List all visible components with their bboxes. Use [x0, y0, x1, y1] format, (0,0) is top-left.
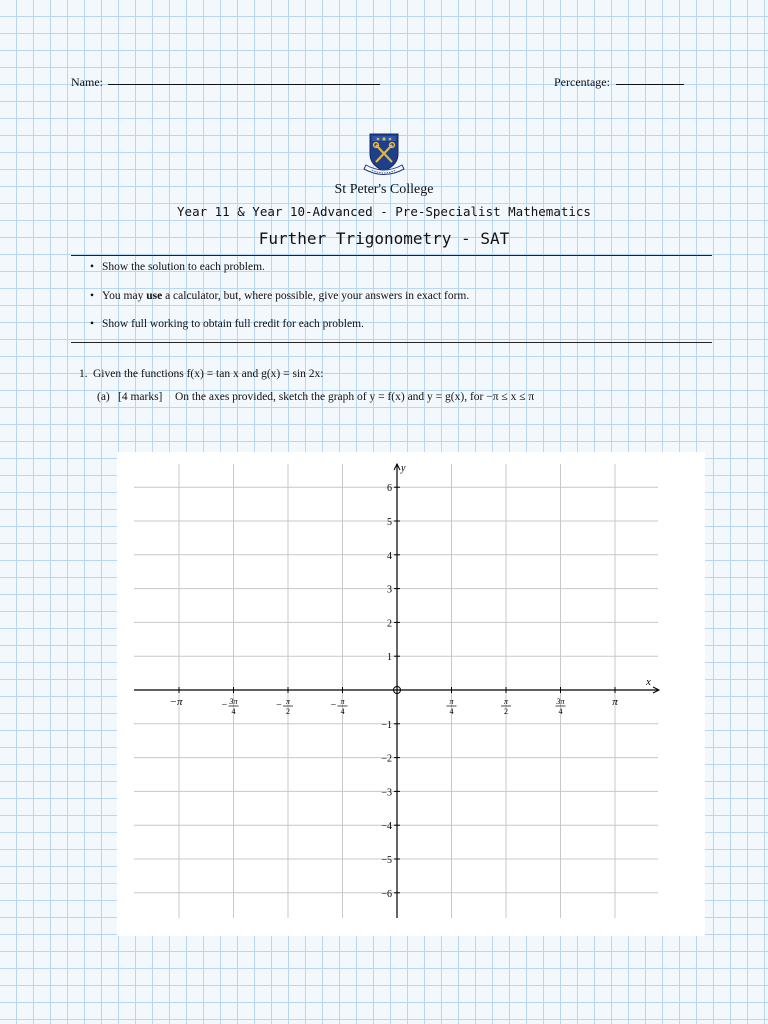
svg-text:π: π	[612, 696, 618, 708]
part-a-label: (a)	[97, 391, 110, 403]
x-tick-label	[555, 697, 565, 716]
graph-panel[interactable]	[117, 452, 705, 936]
x-tick-label	[501, 697, 511, 716]
name-label: Name:	[71, 75, 103, 89]
y-tick-label: −3	[381, 787, 392, 799]
svg-text:2: 2	[504, 707, 508, 716]
bottom-rule	[71, 342, 712, 343]
bullet-icon: •	[90, 261, 95, 273]
y-tick-label: −2	[381, 753, 392, 765]
svg-text:4: 4	[231, 707, 236, 716]
y-tick-label: 4	[387, 550, 392, 562]
svg-text:3π: 3π	[229, 697, 238, 706]
svg-text:−: −	[276, 700, 282, 711]
svg-text:4: 4	[449, 707, 454, 716]
svg-text:−: −	[221, 700, 228, 711]
bullet-icon: •	[90, 290, 95, 302]
y-tick-label: 3	[387, 584, 392, 596]
svg-text:π: π	[449, 697, 454, 706]
course-subtitle: Year 11 & Year 10-Advanced - Pre-Specialist Mathematics	[177, 204, 591, 219]
x-tick-label	[222, 697, 239, 716]
y-axis-label: y	[401, 463, 406, 474]
y-tick-label: −1	[381, 719, 392, 731]
svg-text:4: 4	[340, 707, 345, 716]
top-rule	[71, 255, 712, 256]
instruction-item: • Show the solution to each problem.	[90, 261, 265, 273]
instruction-item: • Show full working to obtain full credit for each problem.	[90, 318, 364, 330]
svg-text:−π: −π	[169, 696, 183, 708]
college-name: St Peter's College	[334, 182, 434, 197]
x-tick-label	[276, 697, 293, 716]
y-tick-label: 2	[387, 618, 392, 630]
x-tick-label	[170, 696, 183, 708]
blank-axes[interactable]	[117, 452, 705, 936]
part-a-marks: [4 marks]	[118, 391, 163, 403]
y-tick-label: −6	[381, 888, 392, 900]
svg-text:4: 4	[558, 707, 563, 716]
percentage-label: Percentage:	[554, 75, 610, 89]
y-tick-label: −4	[381, 821, 392, 833]
svg-text:π: π	[285, 697, 291, 706]
svg-text:−: −	[330, 700, 337, 711]
question-intro: Given the functions f(x) = tan x and g(x) = sin 2x:	[93, 368, 324, 380]
y-tick-label: 1	[387, 652, 392, 664]
part-a-text: On the axes provided, sketch the graph of y = f(x) and y = g(x), for −π ≤ x ≤ π	[175, 391, 535, 403]
y-tick-label: 5	[387, 517, 392, 528]
percentage-field[interactable]	[616, 84, 684, 85]
school-crest-icon	[362, 132, 406, 180]
svg-text:2: 2	[286, 707, 290, 716]
x-tick-label	[612, 696, 618, 708]
svg-text:π: π	[340, 697, 345, 706]
x-axis-label: x	[646, 676, 651, 688]
svg-text:3π: 3π	[556, 697, 565, 706]
name-field[interactable]	[108, 84, 380, 85]
y-tick-label: −5	[381, 855, 392, 866]
test-title: Further Trigonometry - SAT	[258, 229, 510, 248]
bullet-icon: •	[90, 318, 95, 330]
instruction-item: • You may use a calculator, but, where possible, give your answers in exact form.	[90, 290, 470, 302]
x-tick-label	[331, 697, 348, 716]
question-number: 1.	[79, 368, 88, 380]
svg-text:π: π	[503, 697, 509, 706]
y-tick-label: 6	[387, 483, 392, 495]
x-tick-label	[447, 697, 457, 716]
